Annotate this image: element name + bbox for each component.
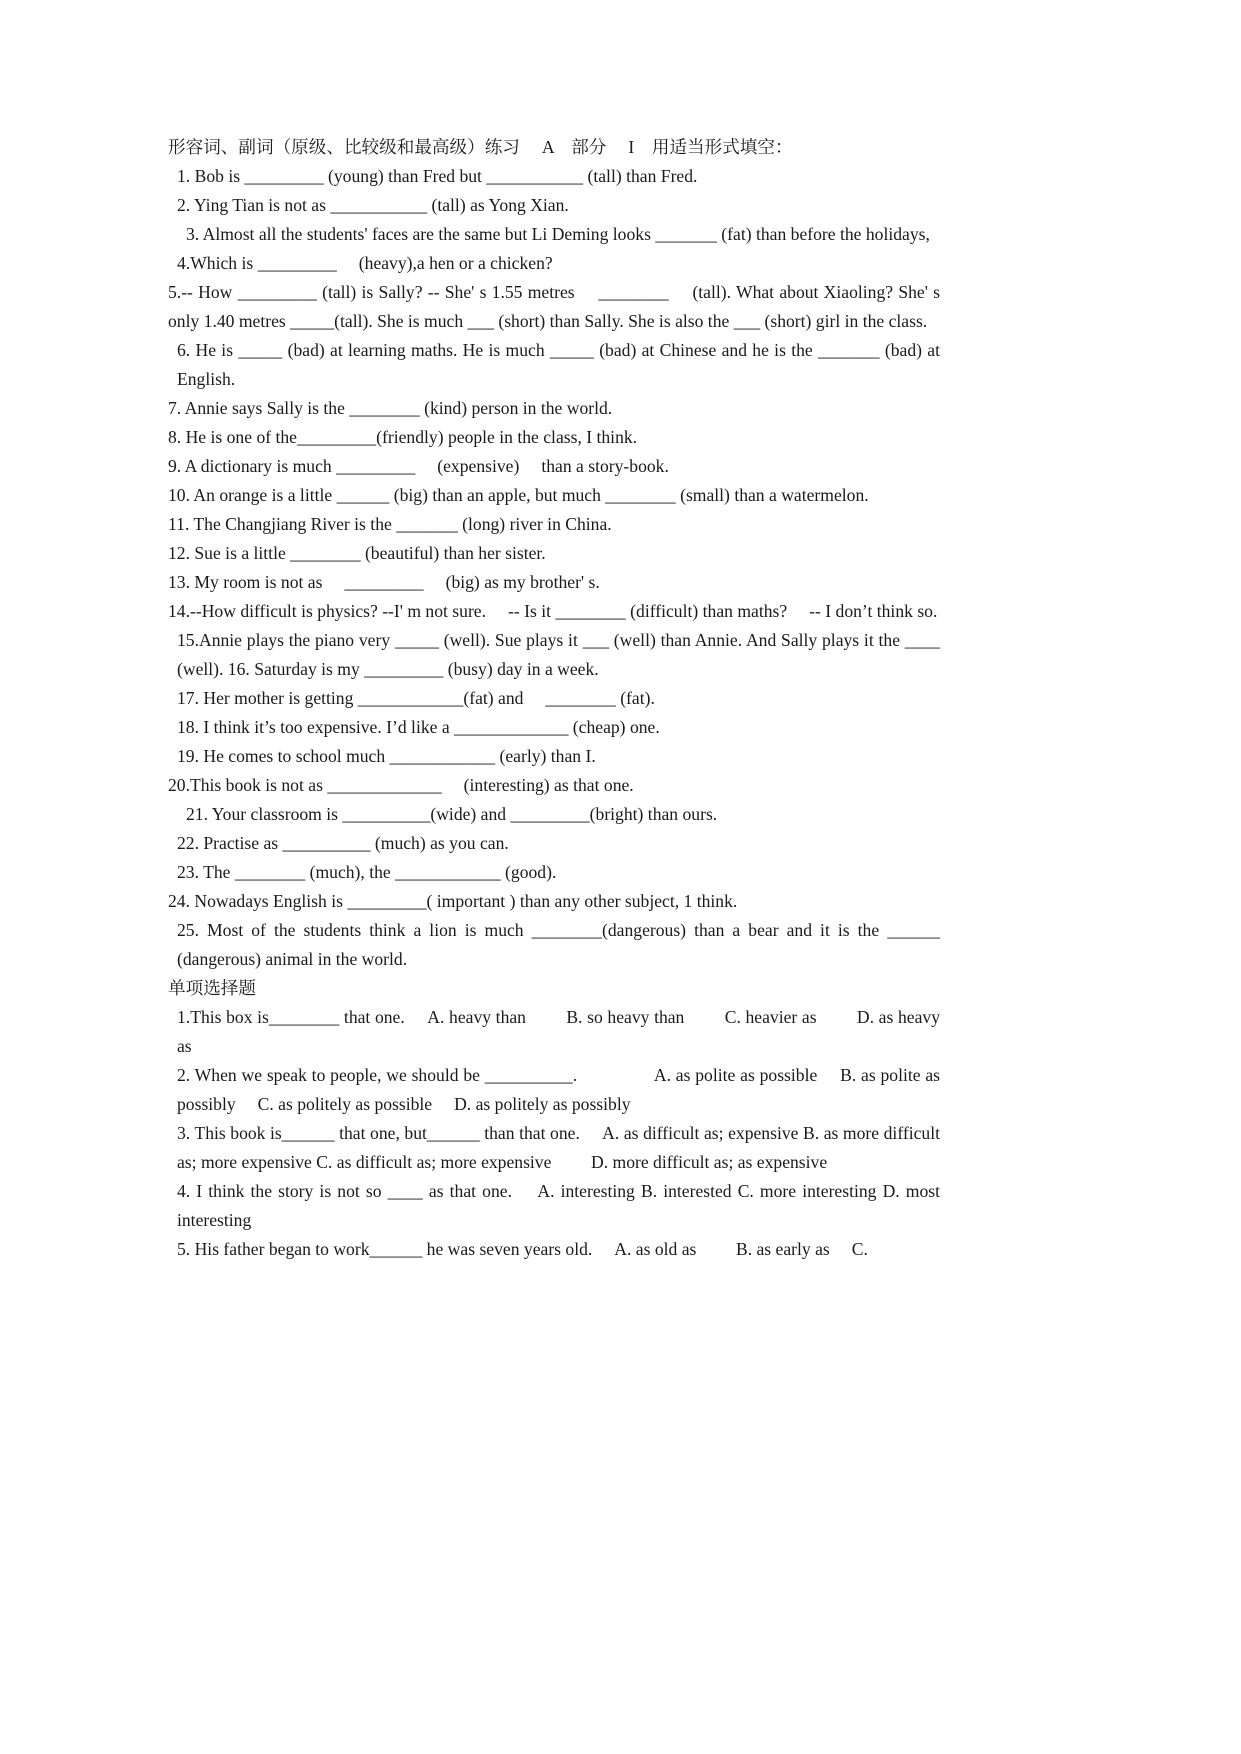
fill-in-question: 19. He comes to school much ____________ (early) than I. [177,746,596,766]
fill-in-question: 17. Her mother is getting ____________(fat) and ________ (fat). [177,688,655,708]
fill-in-question: 2. Ying Tian is not as ___________ (tall) as Yong Xian. [177,195,569,215]
fill-in-question: 12. Sue is a little ________ (beautiful) than her sister. [168,543,546,563]
fill-in-question: 20.This book is not as _____________ (interesting) as that one. [168,775,634,795]
worksheet-body [168,133,940,1264]
worksheet-title: 形容词、副词（原级、比较级和最高级）练习 A 部分 I 用适当形式填空： [168,137,793,157]
fill-in-question: 22. Practise as __________ (much) as you can. [177,833,509,853]
fill-in-question: 14.--How difficult is physics? --I' m not sure. -- Is it ________ (difficult) than maths? -- I don’t think so. [168,601,938,621]
fill-in-question: 8. He is one of the_________(friendly) people in the class, I think. [168,427,638,447]
choice-question: 5. His father began to work______ he was seven years old. A. as old as B. as early as C. [177,1239,868,1259]
fill-in-question: 18. I think it’s too expensive. I’d like a _____________ (cheap) one. [177,717,660,737]
fill-in-question: 15.Annie plays the piano very _____ (well). Sue plays it ___ (well) than Annie. And Sally plays it the ____ (well). 16. Saturday is my _________ (busy) day in a week. [177,630,940,679]
fill-in-question: 13. My room is not as _________ (big) as my brother' s. [168,572,600,592]
fill-in-question: 21. Your classroom is __________(wide) and _________(bright) than ours. [186,804,718,824]
fill-in-question: 5.-- How _________ (tall) is Sally? -- She' s 1.55 metres ________ (tall). What about Xiaoling? She' s only 1.40 metres _____(tall). She is much ___ (short) than Sally. She is also the ___ (short) girl in the class. [168,282,940,331]
fill-in-question: 1. Bob is _________ (young) than Fred but ___________ (tall) than Fred. [177,166,698,186]
fill-in-question: 6. He is _____ (bad) at learning maths. He is much _____ (bad) at Chinese and he is the _______ (bad) at English. [177,340,940,389]
choice-question: 4. I think the story is not so ____ as that one. A. interesting B. interested C. more interesting D. most interesting [177,1181,940,1230]
choice-question: 1.This box is________ that one. A. heavy than B. so heavy than C. heavier as D. as heavy as [177,1007,940,1056]
fill-in-question: 10. An orange is a little ______ (big) than an apple, but much ________ (small) than a watermelon. [168,485,869,505]
section-heading: 单项选择题 [168,978,256,998]
fill-in-question: 9. A dictionary is much _________ (expensive) than a story-book. [168,456,669,476]
fill-in-question: 25. Most of the students think a lion is much ________(dangerous) than a bear and it is the ______ (dangerous) animal in the world. [177,920,940,969]
choice-question: 3. This book is______ that one, but______ than that one. A. as difficult as; expensive B. as more difficult as; more expensive C. as difficult as; more expensive D. more difficult as; as expensive [177,1123,940,1172]
fill-in-question: 11. The Changjiang River is the _______ (long) river in China. [168,514,612,534]
fill-in-question: 7. Annie says Sally is the ________ (kind) person in the world. [168,398,613,418]
fill-in-question: 23. The ________ (much), the ____________ (good). [177,862,557,882]
choice-question: 2. When we speak to people, we should be __________. A. as polite as possible B. as polite as possibly C. as politely as possible D. as politely as possibly [177,1065,940,1114]
fill-in-question: 3. Almost all the students' faces are the same but Li Deming looks _______ (fat) than before the holidays, [186,224,930,244]
fill-in-question: 4.Which is _________ (heavy),a hen or a chicken? [177,253,553,273]
fill-in-question: 24. Nowadays English is _________( important ) than any other subject, 1 think. [168,891,738,911]
